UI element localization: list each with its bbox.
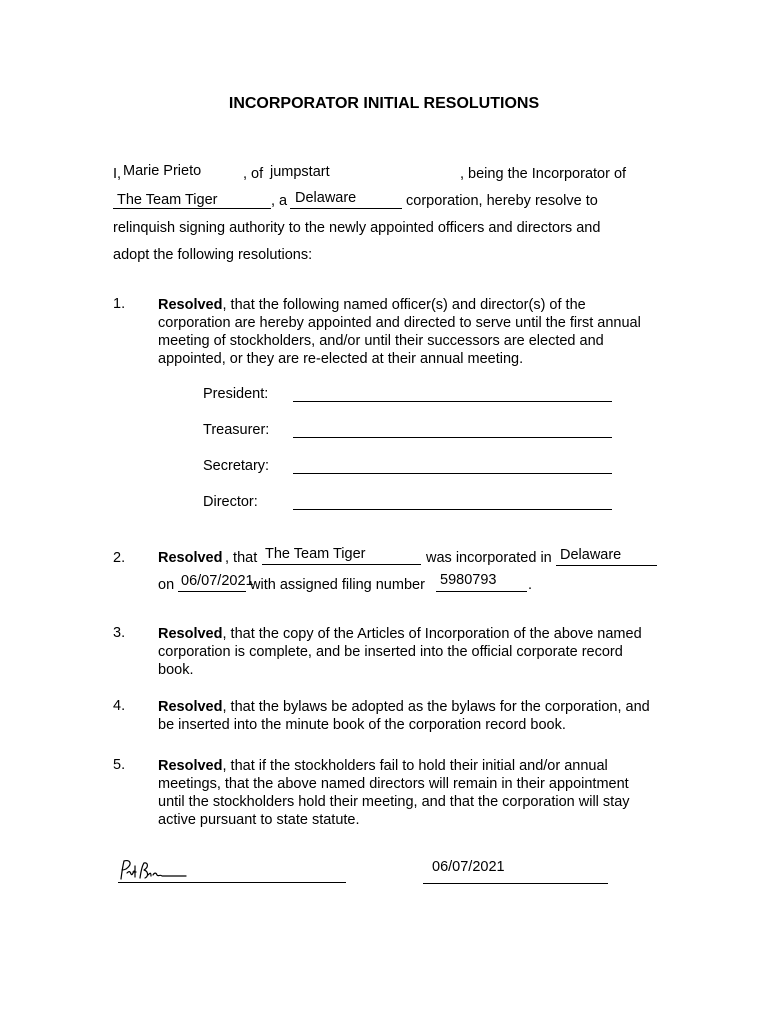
president-line[interactable]	[293, 401, 612, 402]
corporation-name-field[interactable]: The Team Tiger	[117, 192, 218, 208]
signature-date-field[interactable]: 06/07/2021	[432, 859, 505, 875]
resolution-4-text	[158, 698, 658, 734]
resolution-3-body: , that the copy of the Articles of Incorporation of the above named corporation is complete, and be inserted into the official corporate record book.	[158, 626, 642, 678]
r2-state-underline	[556, 565, 657, 566]
resolution-4-body: , that the bylaws be adopted as the bylaws for the corporation, and be inserted into the minute book of the corporation record book.	[158, 699, 650, 733]
filing-number-field[interactable]: 5980793	[440, 572, 497, 588]
secretary-label: Secretary:	[203, 458, 270, 474]
intro-line-3: relinquish signing authority to the newly appointed officers and directors and	[113, 220, 601, 236]
resolution-5-body: , that if the stockholders fail to hold their initial and/or annual meetings, that the above named directors will remain in their appointment until the stockholders hold their meeting, and that the corporation will stay active pursuant to state statute.	[158, 758, 630, 828]
treasurer-line[interactable]	[293, 437, 612, 438]
intro-i: I,	[113, 166, 122, 182]
resolution-3-text	[158, 625, 658, 679]
signature-date-line	[423, 883, 608, 884]
resolution-5-number: 5.	[113, 757, 126, 773]
r2-state-field[interactable]: Delaware	[560, 547, 622, 563]
incorporated-in-text: was incorporated in	[426, 550, 552, 566]
intro-hereby: corporation, hereby resolve to	[406, 193, 598, 209]
on-text: on	[158, 577, 175, 593]
resolution-2-that: , that	[225, 550, 258, 566]
incorporation-date-field[interactable]: 06/07/2021	[181, 573, 254, 589]
corporation-name-underline	[113, 208, 271, 209]
incorporation-date-underline	[178, 591, 246, 592]
president-label: President:	[203, 386, 269, 402]
resolution-1-number: 1.	[113, 296, 126, 312]
resolution-1-text	[158, 296, 658, 368]
r2-corporation-name-field[interactable]: The Team Tiger	[265, 546, 366, 562]
resolution-2-number: 2.	[113, 550, 126, 566]
intro-a: , a	[271, 193, 288, 209]
r2-period: .	[528, 577, 533, 593]
director-label: Director:	[203, 494, 258, 510]
r2-corporation-name-underline	[262, 564, 421, 565]
resolved-label: Resolved	[158, 626, 223, 642]
resolution-4-number: 4.	[113, 698, 126, 714]
filing-number-underline	[436, 591, 527, 592]
signature-line[interactable]	[118, 882, 346, 883]
intro-being: , being the Incorporator of	[460, 166, 627, 182]
document-title: INCORPORATOR INITIAL RESOLUTIONS	[228, 95, 540, 112]
resolved-label: Resolved	[158, 699, 223, 715]
resolution-3-number: 3.	[113, 625, 126, 641]
resolved-label: Resolved	[158, 758, 223, 774]
secretary-line[interactable]	[293, 473, 612, 474]
state-underline	[290, 208, 402, 209]
treasurer-label: Treasurer:	[203, 422, 270, 438]
resolved-label: Resolved	[158, 297, 223, 313]
intro-line-4: adopt the following resolutions:	[113, 247, 313, 263]
intro-of: , of	[243, 166, 264, 182]
resolution-1-body: , that the following named officer(s) and director(s) of the corporation are hereby appointed and directed to serve until the first annual meeting of stockholders, and/or until their successors are elected and appointed, or they are re-elected at their annual meeting.	[158, 297, 641, 367]
resolution-5-text	[158, 757, 658, 829]
resolved-label: Resolved	[158, 550, 223, 566]
director-line[interactable]	[293, 509, 612, 510]
company-of-field[interactable]: jumpstart	[270, 164, 330, 180]
filing-number-text: with assigned filing number	[250, 577, 425, 593]
state-field[interactable]: Delaware	[295, 190, 357, 206]
incorporator-name-field[interactable]: Marie Prieto	[123, 163, 202, 179]
